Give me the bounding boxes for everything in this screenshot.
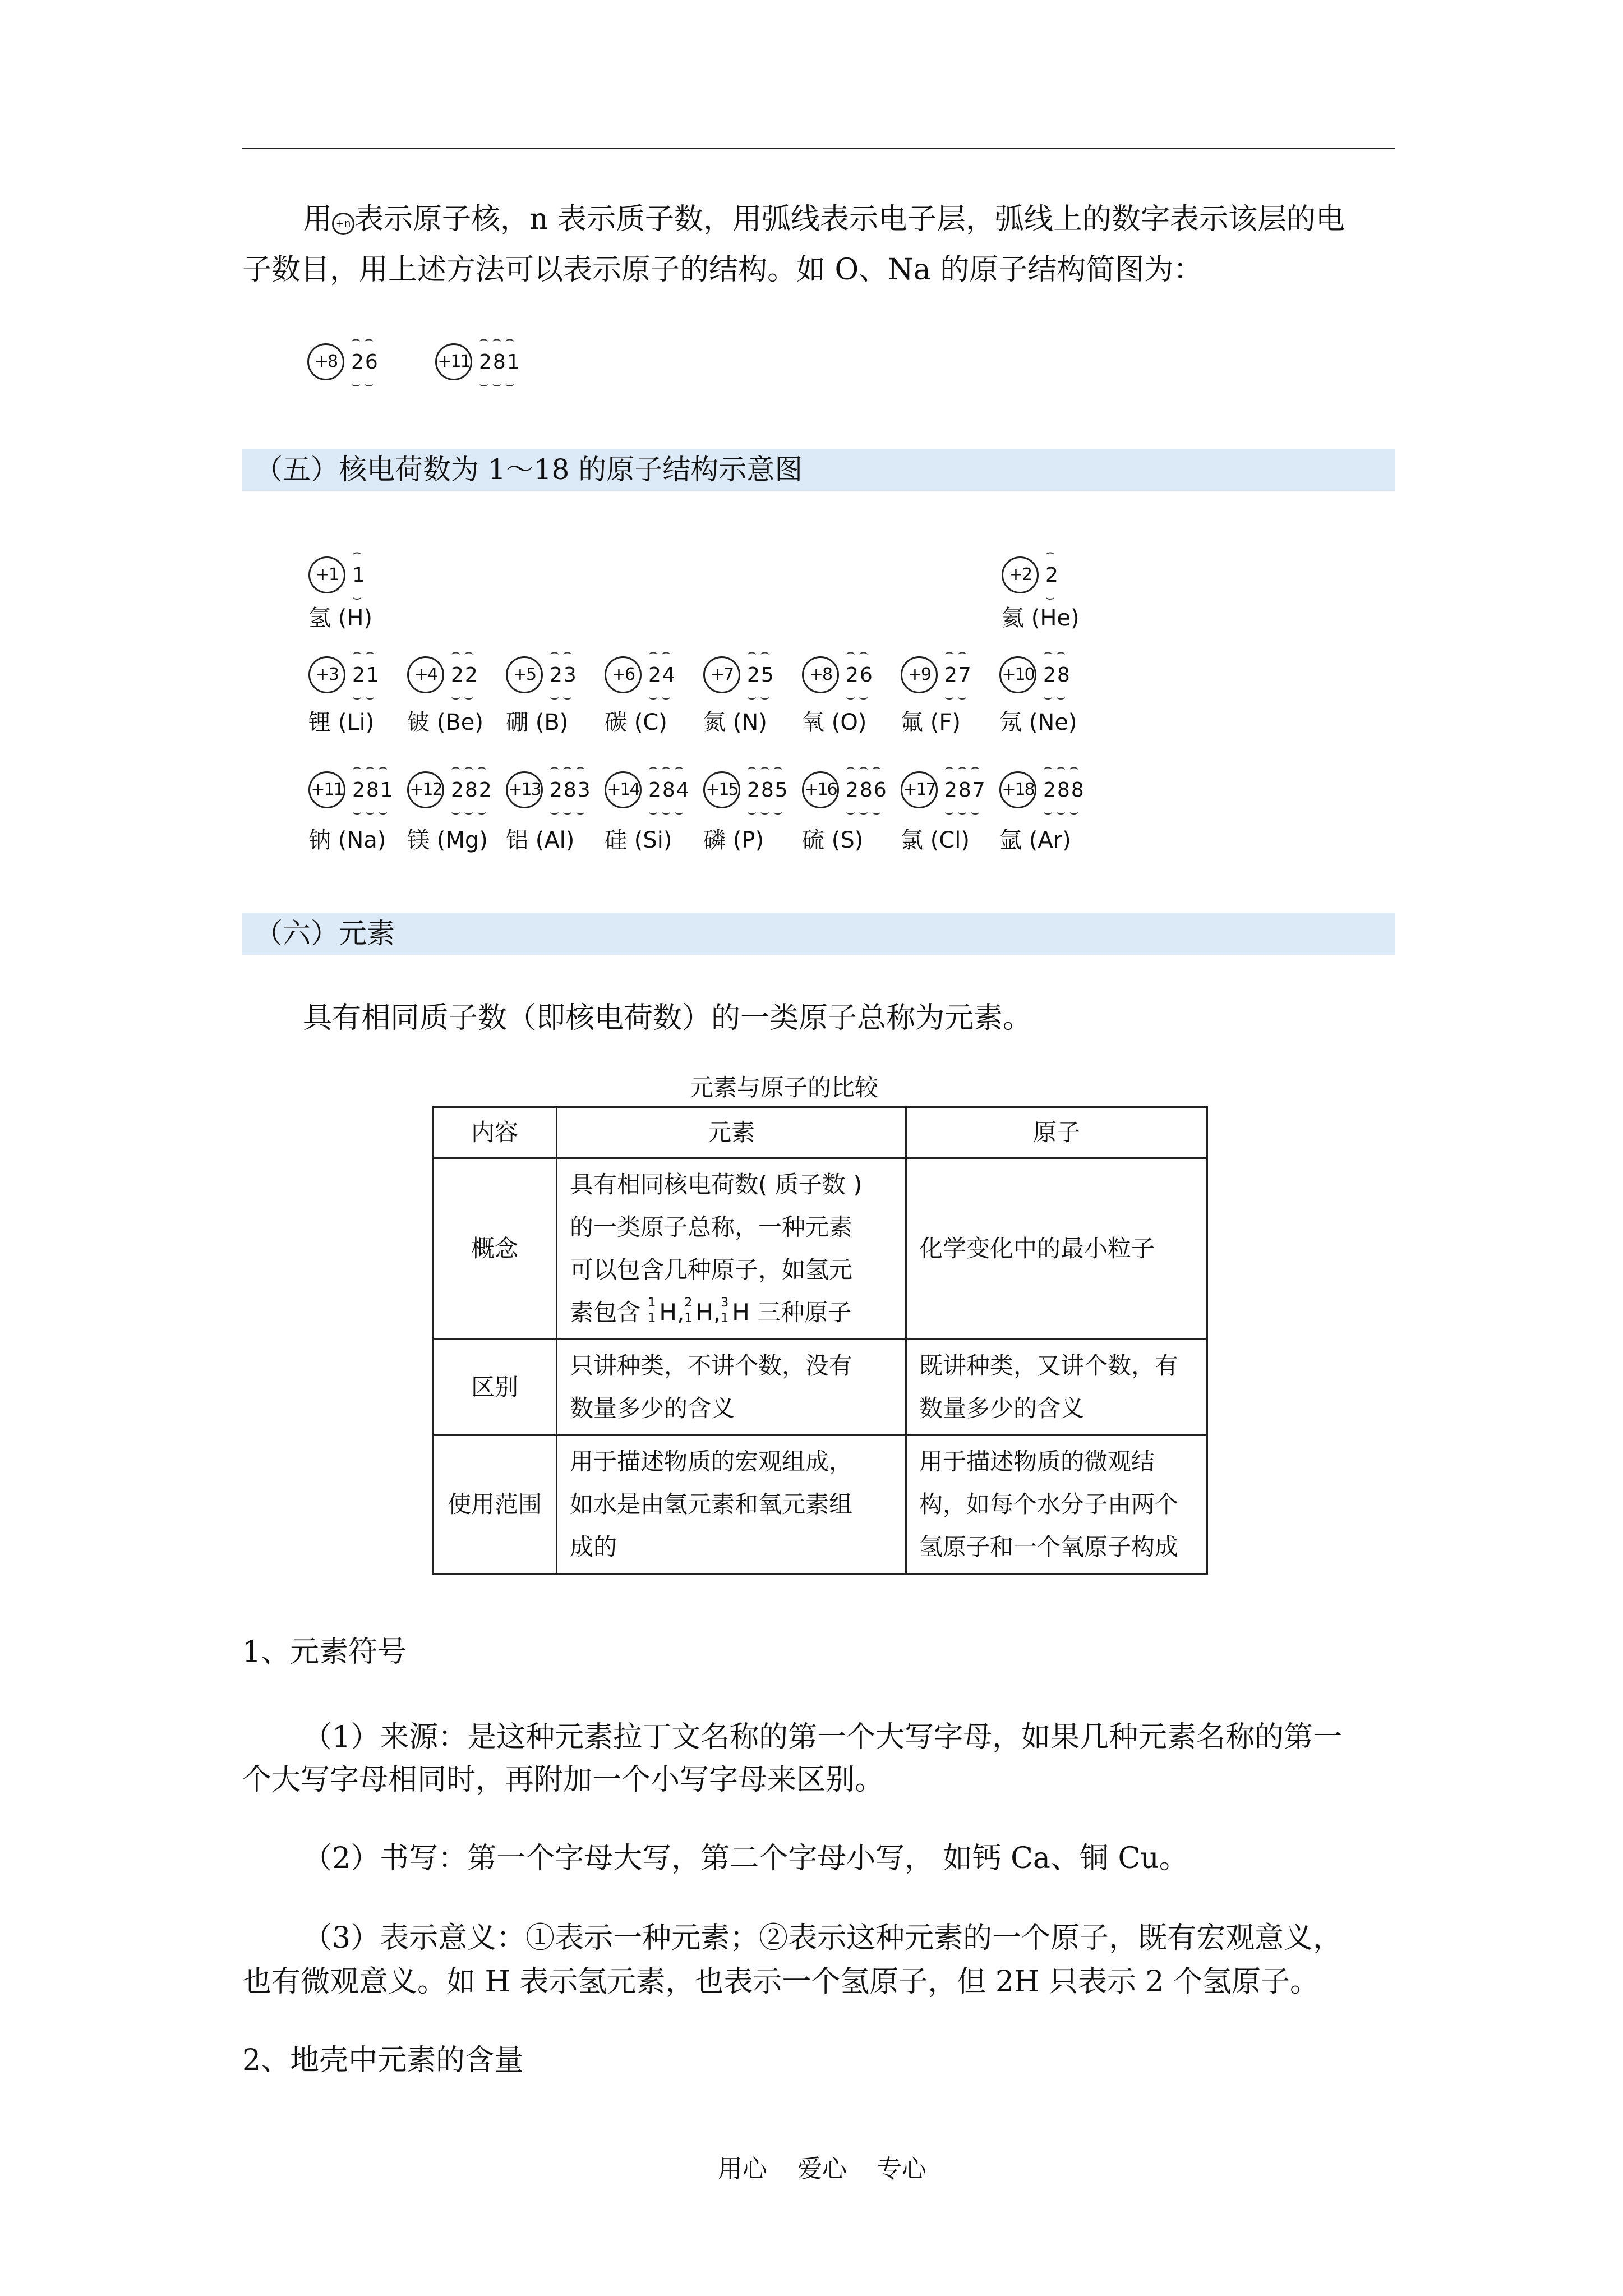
nucleus: +13	[506, 771, 543, 808]
nucleus: +4	[407, 656, 444, 693]
element-label-b: 硼 (B)	[506, 710, 569, 735]
electron-shells: 27	[944, 664, 972, 687]
mass-number: 1	[648, 1296, 656, 1310]
atom-cell: 化学变化中的最小粒子	[906, 1158, 1207, 1340]
element-cell	[557, 1158, 906, 1340]
para-origin-line-1: （1）来源：是这种元素拉丁文名称的第一个大写字母，如果几种元素名称的第一	[303, 1720, 1343, 1754]
nucleus: +8	[802, 656, 839, 693]
nucleus: +18	[999, 771, 1036, 808]
element-label-ar: 氩 (Ar)	[999, 827, 1071, 853]
element-label-o: 氧 (O)	[802, 710, 867, 735]
isotope-notation	[721, 1296, 732, 1326]
isotope-symbol: H	[659, 1299, 677, 1326]
electron-shells: 1	[352, 564, 366, 587]
element-label-c: 碳 (C)	[605, 710, 667, 735]
atomic-number: 1	[648, 1312, 656, 1326]
element-label-si: 硅 (Si)	[605, 827, 672, 853]
nucleus: +15	[703, 771, 740, 808]
electron-shells: 24	[648, 664, 676, 687]
electron-shells: 283	[550, 779, 592, 802]
section-5-header	[242, 449, 1395, 491]
table-row	[433, 1158, 1207, 1340]
atomic-number: 1	[721, 1312, 729, 1326]
nucleus: +7	[703, 656, 740, 693]
nucleus: +11	[435, 343, 472, 380]
electron-shells: 285	[747, 779, 789, 802]
electron-shells: 22	[451, 664, 479, 687]
element-label-mg: 镁 (Mg)	[407, 827, 488, 853]
element-label-s: 硫 (S)	[802, 827, 864, 853]
cell-line: 数量多少的含义	[919, 1395, 1085, 1422]
para-meaning-line-2: 也有微观意义。如 H 表示氢元素，也表示一个氢原子，但 2H 只表示 2 个氢原子。	[242, 1965, 1320, 1999]
atom-cell	[906, 1340, 1207, 1435]
nucleus-symbol-icon: +n	[332, 213, 354, 235]
cell-line: 用于描述物质的微观结	[919, 1448, 1155, 1475]
intro-line-1: 用 +n 表示原子核，n 表示质子数，用弧线表示电子层，弧线上的数字表示该层的电	[303, 203, 1345, 236]
para-writing: （2）书写：第一个字母大写，第二个字母小写， 如钙 Ca、铜 Cu。	[303, 1842, 1188, 1875]
isotope-symbol: H	[732, 1299, 750, 1326]
row-label: 概念	[433, 1158, 557, 1340]
element-label-n: 氮 (N)	[703, 710, 767, 735]
element-label-p: 磷 (P)	[703, 827, 764, 853]
nucleus: +14	[605, 771, 642, 808]
cell-line: 构，如每个水分子由两个	[919, 1490, 1179, 1518]
isotope-symbol: H	[695, 1299, 713, 1326]
isotope-line: 素包含 1 1 H, 2 1 H, 3 1 H 三种原子	[570, 1296, 852, 1326]
nucleus: +8	[307, 343, 344, 380]
cell-line: 用于描述物质的宏观组成，	[570, 1448, 853, 1475]
electron-shells: 287	[944, 779, 986, 802]
nucleus: +9	[901, 656, 938, 693]
table-header-cell: 内容	[433, 1107, 557, 1158]
cell-line: 可以包含几种原子，如氢元	[570, 1256, 853, 1283]
mass-number: 3	[721, 1296, 729, 1310]
intro-line-2: 子数目，用上述方法可以表示原子的结构。如 O、Na 的原子结构简图为：	[242, 253, 1203, 287]
element-label-h: 氢 (H)	[308, 605, 373, 631]
table-row	[433, 1340, 1207, 1435]
isotope-notation	[684, 1296, 695, 1326]
header-rule	[242, 148, 1395, 149]
electron-shells: 284	[648, 779, 690, 802]
electron-shells: 281	[479, 351, 521, 374]
element-label-f: 氟 (F)	[901, 710, 961, 735]
table-header-row	[433, 1107, 1207, 1158]
electron-shells: 21	[352, 664, 380, 687]
section-5-title: （五）核电荷数为 1～18 的原子结构示意图	[255, 453, 803, 486]
cell-line: 氢原子和一个氧原子构成	[919, 1533, 1179, 1561]
electron-shells: 288	[1043, 779, 1085, 802]
para-meaning-line-1: （3）表示意义：①表示一种元素；②表示这种元素的一个原子，既有宏观意义，	[303, 1921, 1343, 1955]
section-6-title: （六）元素	[255, 917, 395, 950]
element-label-al: 铝 (Al)	[506, 827, 575, 853]
nucleus: +10	[999, 656, 1036, 693]
cell-line: 数量多少的含义	[570, 1395, 735, 1422]
comparison-table	[432, 1106, 1208, 1575]
cell-line: 具有相同核电荷数( 质子数 )	[570, 1171, 863, 1198]
electron-shells: 23	[550, 664, 578, 687]
electron-shells: 25	[747, 664, 775, 687]
cell-text: 素包含	[570, 1299, 641, 1326]
electron-shells: 286	[846, 779, 888, 802]
electron-shells: 2	[1045, 564, 1059, 587]
element-label-ne: 氖 (Ne)	[999, 710, 1077, 735]
nucleus: +5	[506, 656, 543, 693]
subsection-1-title: 1、元素符号	[242, 1635, 407, 1669]
nucleus: +6	[605, 656, 642, 693]
cell-line: 成的	[570, 1533, 617, 1561]
cell-text: 三种原子	[757, 1299, 852, 1326]
table-header-cell: 元素	[557, 1107, 906, 1158]
electron-shells: 281	[352, 779, 394, 802]
nucleus: +1	[308, 556, 345, 593]
nucleus: +3	[308, 656, 345, 693]
nucleus: +12	[407, 771, 444, 808]
table-header-cell: 原子	[906, 1107, 1207, 1158]
row-label: 区别	[433, 1340, 557, 1435]
element-label-be: 铍 (Be)	[407, 710, 483, 735]
cell-line: 既讲种类，又讲个数，有	[919, 1352, 1179, 1379]
nucleus: +17	[901, 771, 938, 808]
section-6-header	[242, 913, 1395, 955]
element-cell	[557, 1435, 906, 1574]
element-label-he: 氦 (He)	[1002, 605, 1080, 631]
table-caption: 元素与原子的比较	[690, 1074, 879, 1101]
cell-line: 的一类原子总称，一种元素	[570, 1213, 853, 1241]
electron-shells: 26	[351, 351, 379, 374]
row-label: 使用范围	[433, 1435, 557, 1574]
isotope-notation	[648, 1296, 659, 1326]
element-cell	[557, 1340, 906, 1435]
atomic-number: 1	[684, 1312, 693, 1326]
cell-line: 只讲种类，不讲个数，没有	[570, 1352, 853, 1379]
element-label-li: 锂 (Li)	[308, 710, 375, 735]
electron-shells: 26	[846, 664, 874, 687]
nucleus: +11	[308, 771, 345, 808]
cell-line: 如水是由氢元素和氧元素组	[570, 1490, 853, 1518]
electron-shells: 28	[1043, 664, 1071, 687]
electron-shells: 282	[451, 779, 493, 802]
atom-cell	[906, 1435, 1207, 1574]
table-row	[433, 1435, 1207, 1574]
nucleus: +2	[1002, 556, 1039, 593]
element-label-cl: 氯 (Cl)	[901, 827, 970, 853]
page-footer: 用心 爱心 专心	[718, 2155, 926, 2183]
element-definition: 具有相同质子数（即核电荷数）的一类原子总称为元素。	[303, 1001, 1032, 1035]
nucleus: +16	[802, 771, 839, 808]
para-origin-line-2: 个大写字母相同时，再附加一个小写字母来区别。	[242, 1763, 884, 1797]
subsection-2-title: 2、地壳中元素的含量	[242, 2044, 524, 2077]
element-label-na: 钠 (Na)	[308, 827, 386, 853]
mass-number: 2	[684, 1296, 693, 1310]
